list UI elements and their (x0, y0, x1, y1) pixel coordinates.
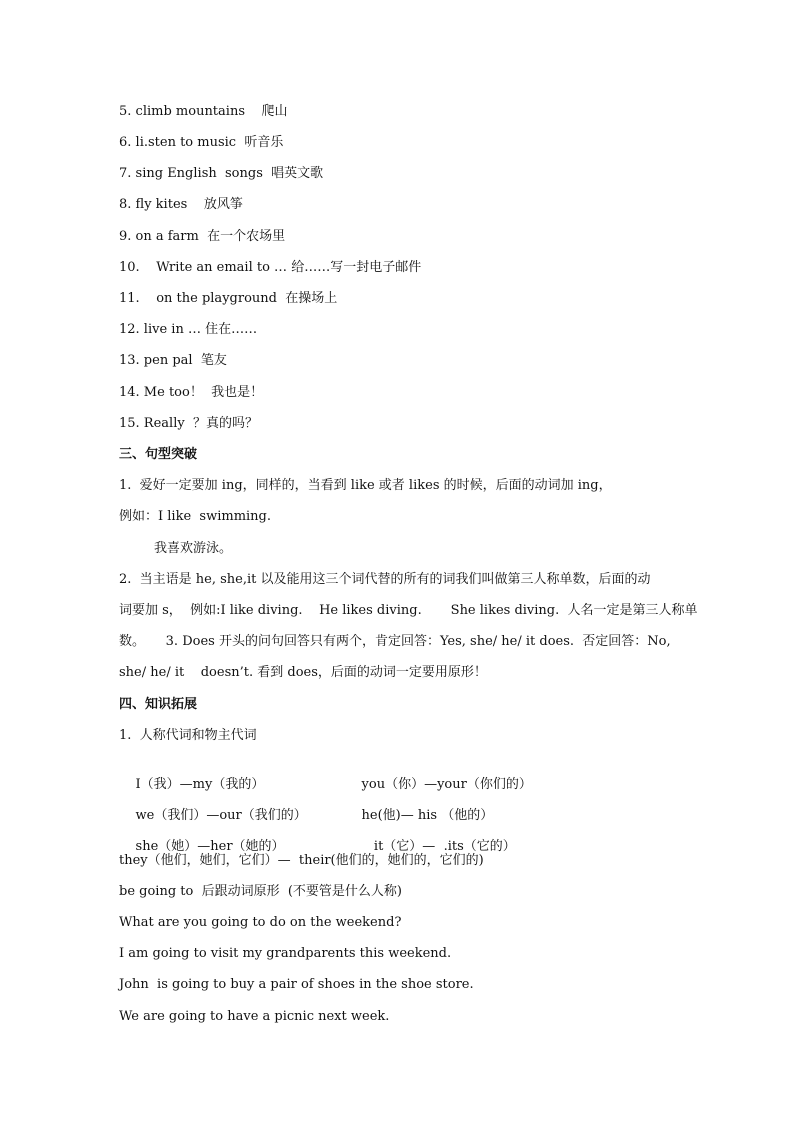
vocab-item: 11. on the playground 在操场上 (119, 291, 338, 306)
example-sentence: What are you going to do on the weekend? (119, 915, 402, 930)
vocab-item: 14. Me too！ 我也是！ (119, 385, 264, 400)
pronoun-left: we（我们）—our（我们的） (135, 808, 307, 823)
translation-line: 我喜欢游泳。 (154, 541, 233, 556)
vocab-item: 12. live in … 住在…… (119, 322, 258, 337)
pronoun-right: you（你）—your（你们的） (361, 777, 532, 792)
vocab-item: 7. sing English songs 唱英文歌 (119, 166, 324, 181)
example-sentence: I am going to visit my grandparents this weekend. (119, 946, 452, 961)
vocab-item: 9. on a farm 在一个农场里 (119, 229, 286, 244)
pronoun-left: she（她）—her（她的） (135, 839, 285, 854)
paragraph-line: 词要加 s， 例如:I like diving. He likes diving. She likes diving. 人名一定是第三人称单 (119, 603, 698, 618)
vocab-item: 5. climb mountains 爬山 (119, 104, 288, 119)
vocab-item: 15. Really ？真的吗？ (119, 416, 258, 431)
vocab-item: 10. Write an email to … 给……写一封电子邮件 (119, 260, 422, 275)
vocab-item: 8. fly kites 放风筝 (119, 197, 243, 212)
subheading: 1. 人称代词和物主代词 (119, 728, 257, 743)
section-heading: 四、知识拓展 (119, 697, 198, 712)
pronoun-left: I（我）—my（我的） (135, 777, 265, 792)
example-sentence: John is going to buy a pair of shoes in the shoe store. (119, 977, 474, 992)
vocab-item: 6. li.sten to music 听音乐 (119, 135, 284, 150)
pronoun-right: it（它）— .its（它的） (361, 839, 516, 854)
grammar-note: be going to 后跟动词原形 (不要管是什么人称) (119, 884, 403, 899)
example-sentence: We are going to have a picnic next week. (119, 1009, 390, 1024)
paragraph-line: 2. 当主语是 he, she,it 以及能用这三个词代替的所有的词我们叫做第三人称单数，后面的动 (119, 572, 651, 587)
paragraph-line: 数。 3. Does 开头的问句回答只有两个，肯定回答：Yes, she/ he/ it does. 否定回答：No, (119, 634, 671, 649)
paragraph-line: 1. 爱好一定要加 ing，同样的，当看到 like 或者 likes 的时候，后面的动词加 ing， (119, 478, 612, 493)
section-heading: 三、句型突破 (119, 447, 198, 462)
pronoun-line: they（他们，她们，它们）— their(他们的，她们的，它们的) (119, 853, 484, 868)
vocab-item: 13. pen pal 笔友 (119, 353, 227, 368)
paragraph-line: she/ he/ it doesn’t. 看到 does，后面的动词一定要用原形！ (119, 665, 487, 680)
example-line: 例如：I like swimming. (119, 509, 272, 524)
pronoun-right: he(他)— his （他的） (361, 808, 494, 823)
